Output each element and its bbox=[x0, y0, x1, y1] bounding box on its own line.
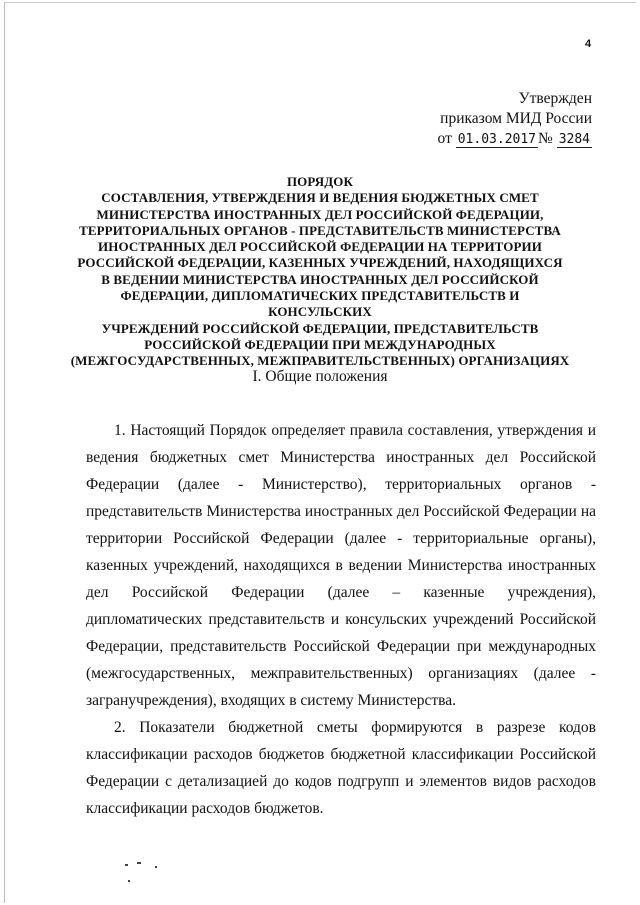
scan-mark bbox=[137, 862, 141, 864]
order-date: 01.03.2017 bbox=[457, 132, 537, 147]
paragraph: 1. Настоящий Порядок определяет правила составления, утверждения и ведения бюджетных смет Министерства иностранных дел Российской Федерации (далее - Министерство), территориальных органов - представительств Министерства иностранных дел Российской Федерации на территории Российской Федерации (далее - территориальные органы), казенных учреждений, находящихся в ведении Министерства иностранных дел Российской Федерации (далее – казенные учреждения), дипломатических представительств и консульских учреждений Российской Федерации, представительств Российской Федерации при международных (межгосударственных, межправительственных) организациях (далее - загранучреждения), входящих в систему Министерства. bbox=[86, 422, 596, 709]
title-line: ТЕРРИТОРИАЛЬНЫХ ОРГАНОВ - ПРЕДСТАВИТЕЛЬСТВ МИНИСТЕРСТВА bbox=[79, 222, 561, 238]
title-line: РОССИЙСКОЙ ФЕДЕРАЦИИ, КАЗЕННЫХ УЧРЕЖДЕНИЙ, НАХОДЯЩИХСЯ bbox=[77, 255, 563, 271]
approval-date-line bbox=[438, 129, 592, 150]
title-line: ИНОСТРАННЫХ ДЕЛ РОССИЙСКОЙ ФЕДЕРАЦИИ НА ТЕРРИТОРИИ bbox=[98, 239, 542, 255]
approval-stamp bbox=[438, 89, 592, 150]
title-line: ФЕДЕРАЦИИ, ДИПЛОМАТИЧЕСКИХ ПРЕДСТАВИТЕЛЬСТВ И КОНСУЛЬСКИХ bbox=[120, 288, 520, 320]
scan-mark bbox=[155, 866, 157, 868]
scan-marks bbox=[125, 858, 165, 878]
number-sign: № bbox=[538, 130, 553, 147]
document-title bbox=[70, 174, 570, 370]
title-line: МИНИСТЕРСТВА ИНОСТРАННЫХ ДЕЛ РОССИЙСКОЙ ФЕДЕРАЦИИ, bbox=[96, 206, 544, 222]
approval-line-order: приказом МИД России bbox=[440, 110, 592, 127]
order-number: 3284 bbox=[558, 132, 590, 147]
title-line: В ВЕДЕНИИ МИНИСТЕРСТВА ИНОСТРАННЫХ ДЕЛ РОССИЙСКОЙ bbox=[101, 271, 539, 287]
title-line: СОСТАВЛЕНИЯ, УТВЕРЖДЕНИЯ И ВЕДЕНИЯ БЮДЖЕТНЫХ СМЕТ bbox=[101, 190, 539, 206]
scan-mark bbox=[128, 880, 130, 882]
body-text bbox=[86, 417, 596, 822]
title-heading: ПОРЯДОК bbox=[286, 174, 354, 189]
date-prefix: от bbox=[437, 130, 452, 147]
title-line: РОССИЙСКОЙ ФЕДЕРАЦИИ ПРИ МЕЖДУНАРОДНЫХ bbox=[144, 336, 496, 352]
title-line: УЧРЕЖДЕНИЙ РОССИЙСКОЙ ФЕДЕРАЦИИ, ПРЕДСТАВИТЕЛЬСТВ bbox=[101, 320, 539, 336]
section-heading: I. Общие положения bbox=[252, 368, 388, 385]
paragraph: 2. Показатели бюджетной сметы формируются в разрезе кодов классификации расходов бюджетов бюджетной классификации Российской Федерации с детализацией до кодов подгрупп и элементов видов расходов классификации расходов бюджетов. bbox=[86, 719, 596, 817]
approval-line-approved: Утвержден bbox=[518, 90, 592, 107]
title-line: (МЕЖГОСУДАРСТВЕННЫХ, МЕЖПРАВИТЕЛЬСТВЕННЫХ) ОРГАНИЗАЦИЯХ bbox=[70, 353, 570, 369]
page-number: 4 bbox=[585, 38, 592, 50]
scan-mark bbox=[125, 864, 128, 866]
